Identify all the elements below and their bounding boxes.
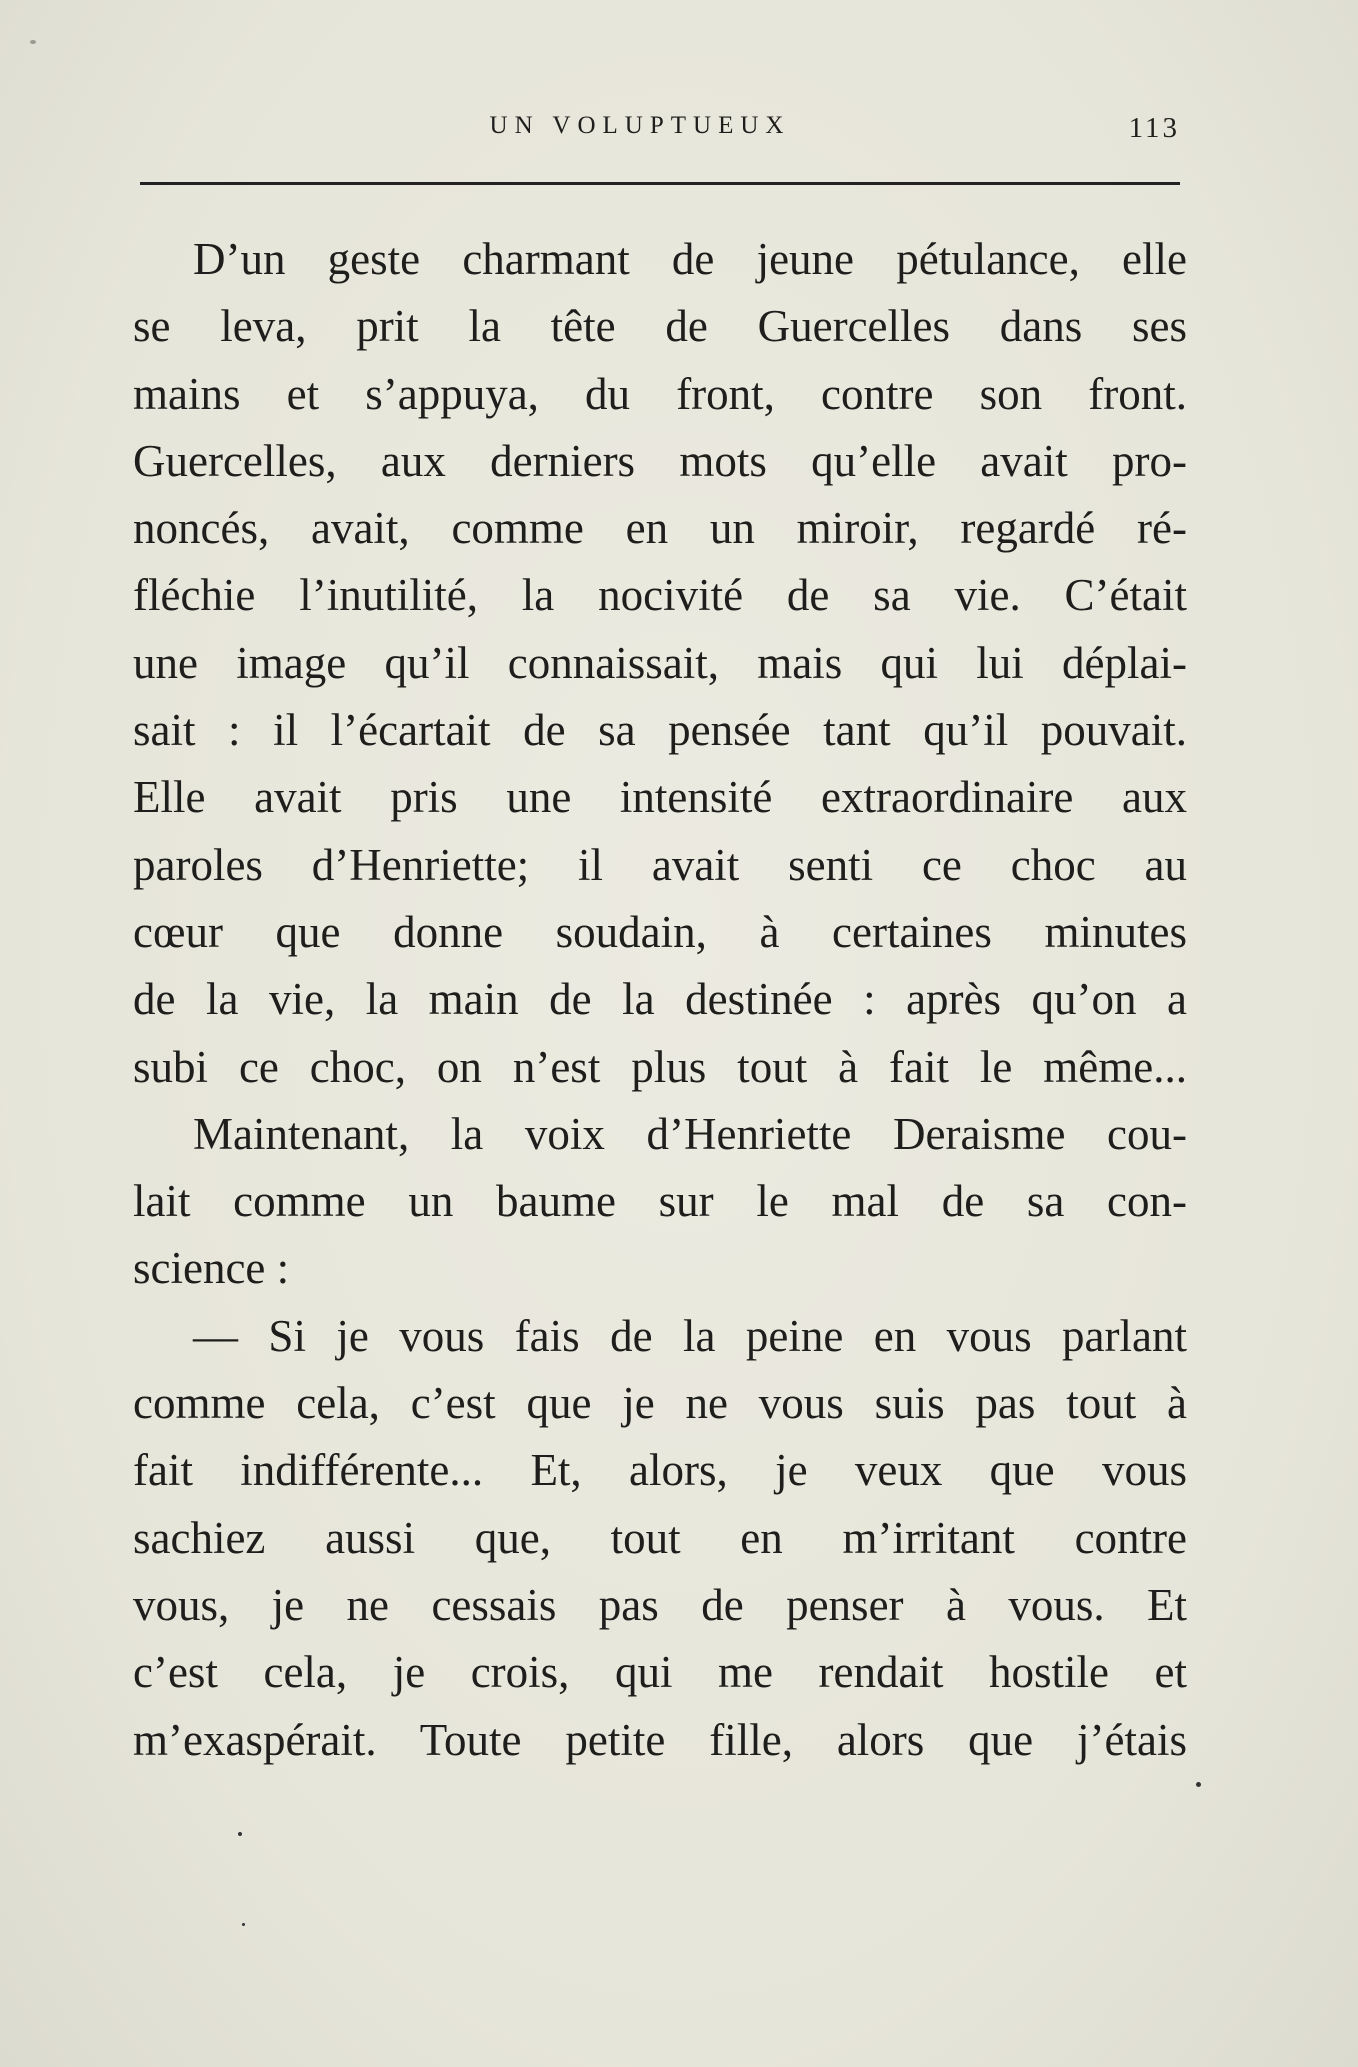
paper-speck	[1196, 1782, 1201, 1787]
text-line: cœur que donne soudain, à certaines minutes	[133, 906, 1187, 957]
text-line: Guercelles, aux derniers mots qu’elle avait pro-	[133, 435, 1187, 486]
header-rule	[140, 182, 1180, 185]
text-line: sait : il l’écartait de sa pensée tant qu’il pouvait.	[133, 705, 1187, 756]
page-number: 113	[1128, 112, 1180, 144]
text-line: fléchie l’inutilité, la nocivité de sa vie. C’était	[133, 570, 1187, 621]
text-line: paroles d’Henriette; il avait senti ce choc au	[133, 839, 1187, 890]
text-line: Elle avait pris une intensité extraordinaire aux	[133, 772, 1187, 823]
text-line: une image qu’il connaissait, mais qui lui déplai-	[133, 637, 1187, 688]
paper-speck	[30, 40, 36, 44]
paper-speck	[242, 1923, 245, 1926]
text-line: c’est cela, je crois, qui me rendait hostile et	[133, 1647, 1187, 1698]
page-header	[140, 108, 1180, 148]
text-line: science :	[133, 1243, 290, 1294]
text-line: se leva, prit la tête de Guercelles dans ses	[133, 301, 1187, 352]
text-line: D’un geste charmant de jeune pétulance, elle	[193, 234, 1187, 284]
text-line: — Si je vous fais de la peine en vous parlant	[193, 1310, 1187, 1361]
text-line: lait comme un baume sur le mal de sa con-	[133, 1176, 1187, 1227]
text-line: sachiez aussi que, tout en m’irritant contre	[133, 1512, 1187, 1563]
text-line: Maintenant, la voix d’Henriette Deraisme cou-	[193, 1108, 1187, 1159]
paper-speck	[238, 1832, 242, 1836]
body-text	[133, 226, 1187, 1774]
text-line: subi ce choc, on n’est plus tout à fait le même...	[133, 1041, 1187, 1092]
text-line: m’exaspérait. Toute petite fille, alors que j’étais	[133, 1714, 1187, 1765]
text-line: noncés, avait, comme en un miroir, regardé ré-	[133, 503, 1187, 554]
text-line: comme cela, c’est que je ne vous suis pas tout à	[133, 1378, 1187, 1429]
text-line: fait indifférente... Et, alors, je veux que vous	[133, 1445, 1187, 1496]
text-line: de la vie, la main de la destinée : après qu’on a	[133, 974, 1187, 1025]
text-line: mains et s’appuya, du front, contre son front.	[133, 368, 1187, 419]
text-line: vous, je ne cessais pas de penser à vous. Et	[133, 1579, 1187, 1630]
running-title: UN VOLUPTUEUX	[489, 112, 791, 139]
